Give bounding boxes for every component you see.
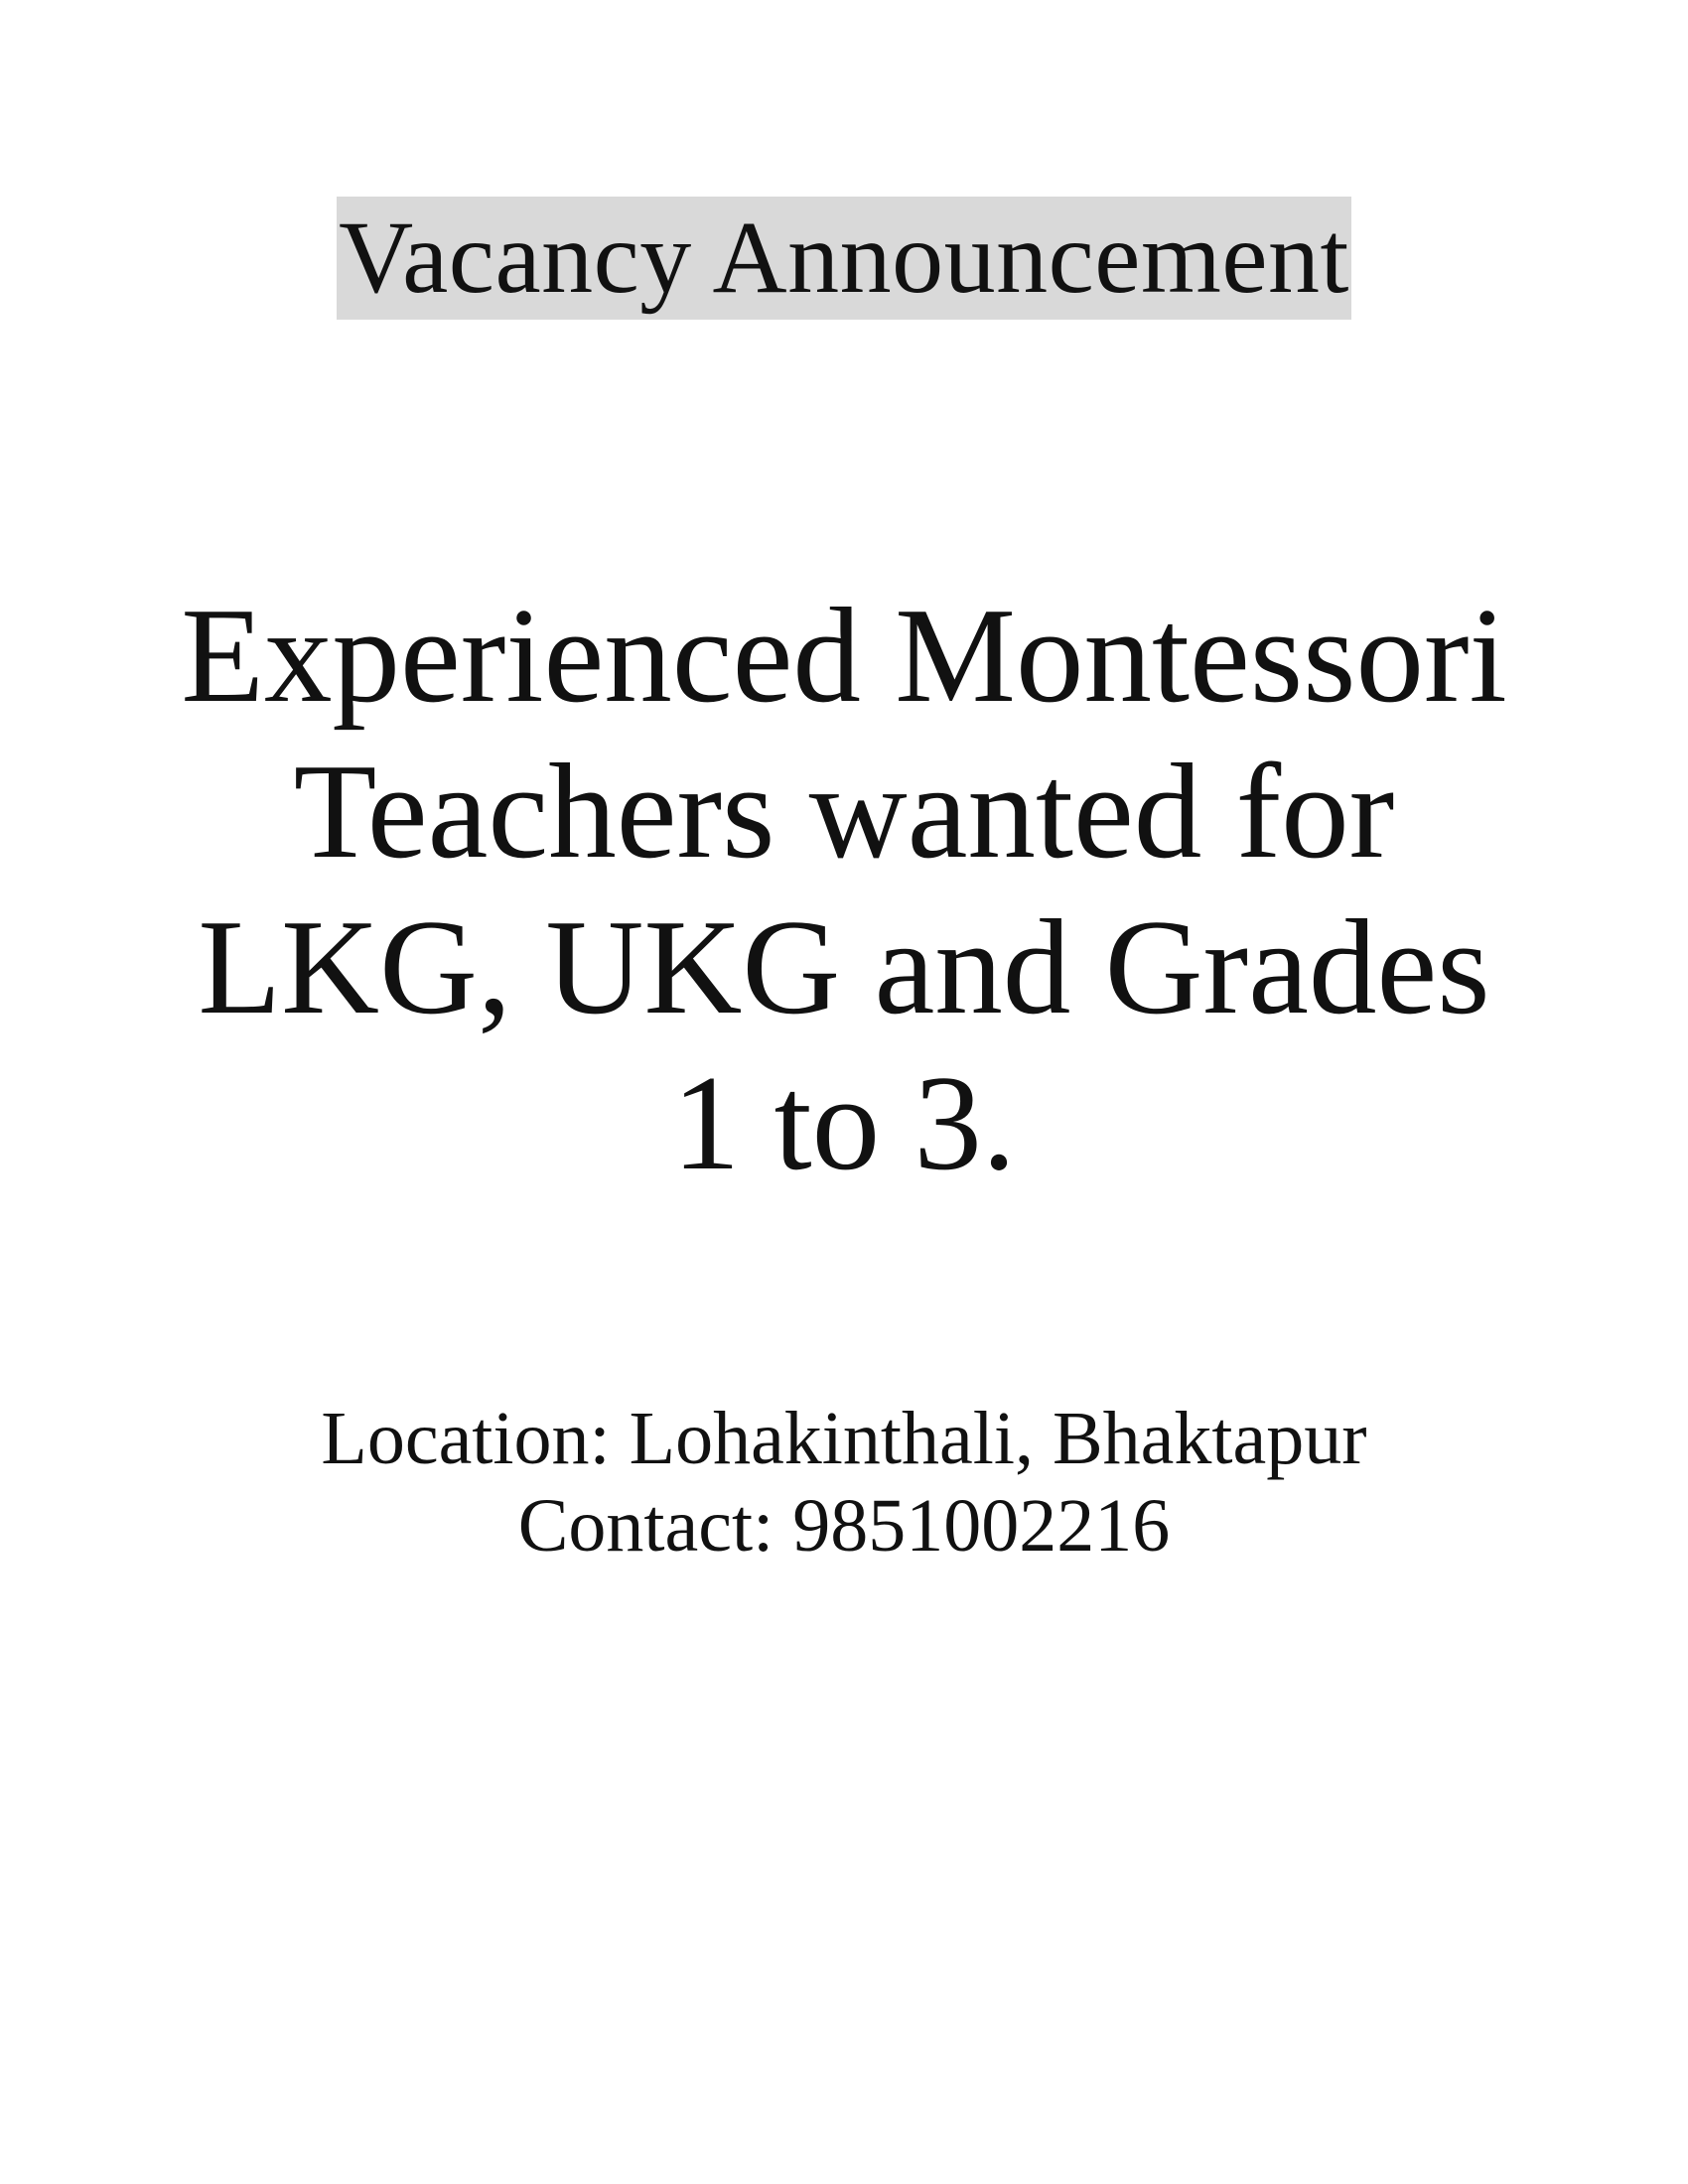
body-line: LKG, UKG and Grades — [198, 891, 1490, 1042]
body-line: Teachers wanted for — [293, 736, 1395, 887]
contact-text: Contact: 9851002216 — [517, 1484, 1171, 1568]
body-line: 1 to 3. — [671, 1047, 1017, 1198]
vacancy-heading: Vacancy Announcement — [337, 197, 1351, 320]
contact-info — [0, 1395, 1688, 1570]
location-text: Location: Lohakinthali, Bhaktapur — [321, 1397, 1367, 1480]
heading-container — [0, 197, 1688, 320]
body-line: Experienced Montessori — [181, 580, 1507, 731]
announcement-body — [0, 578, 1688, 1201]
